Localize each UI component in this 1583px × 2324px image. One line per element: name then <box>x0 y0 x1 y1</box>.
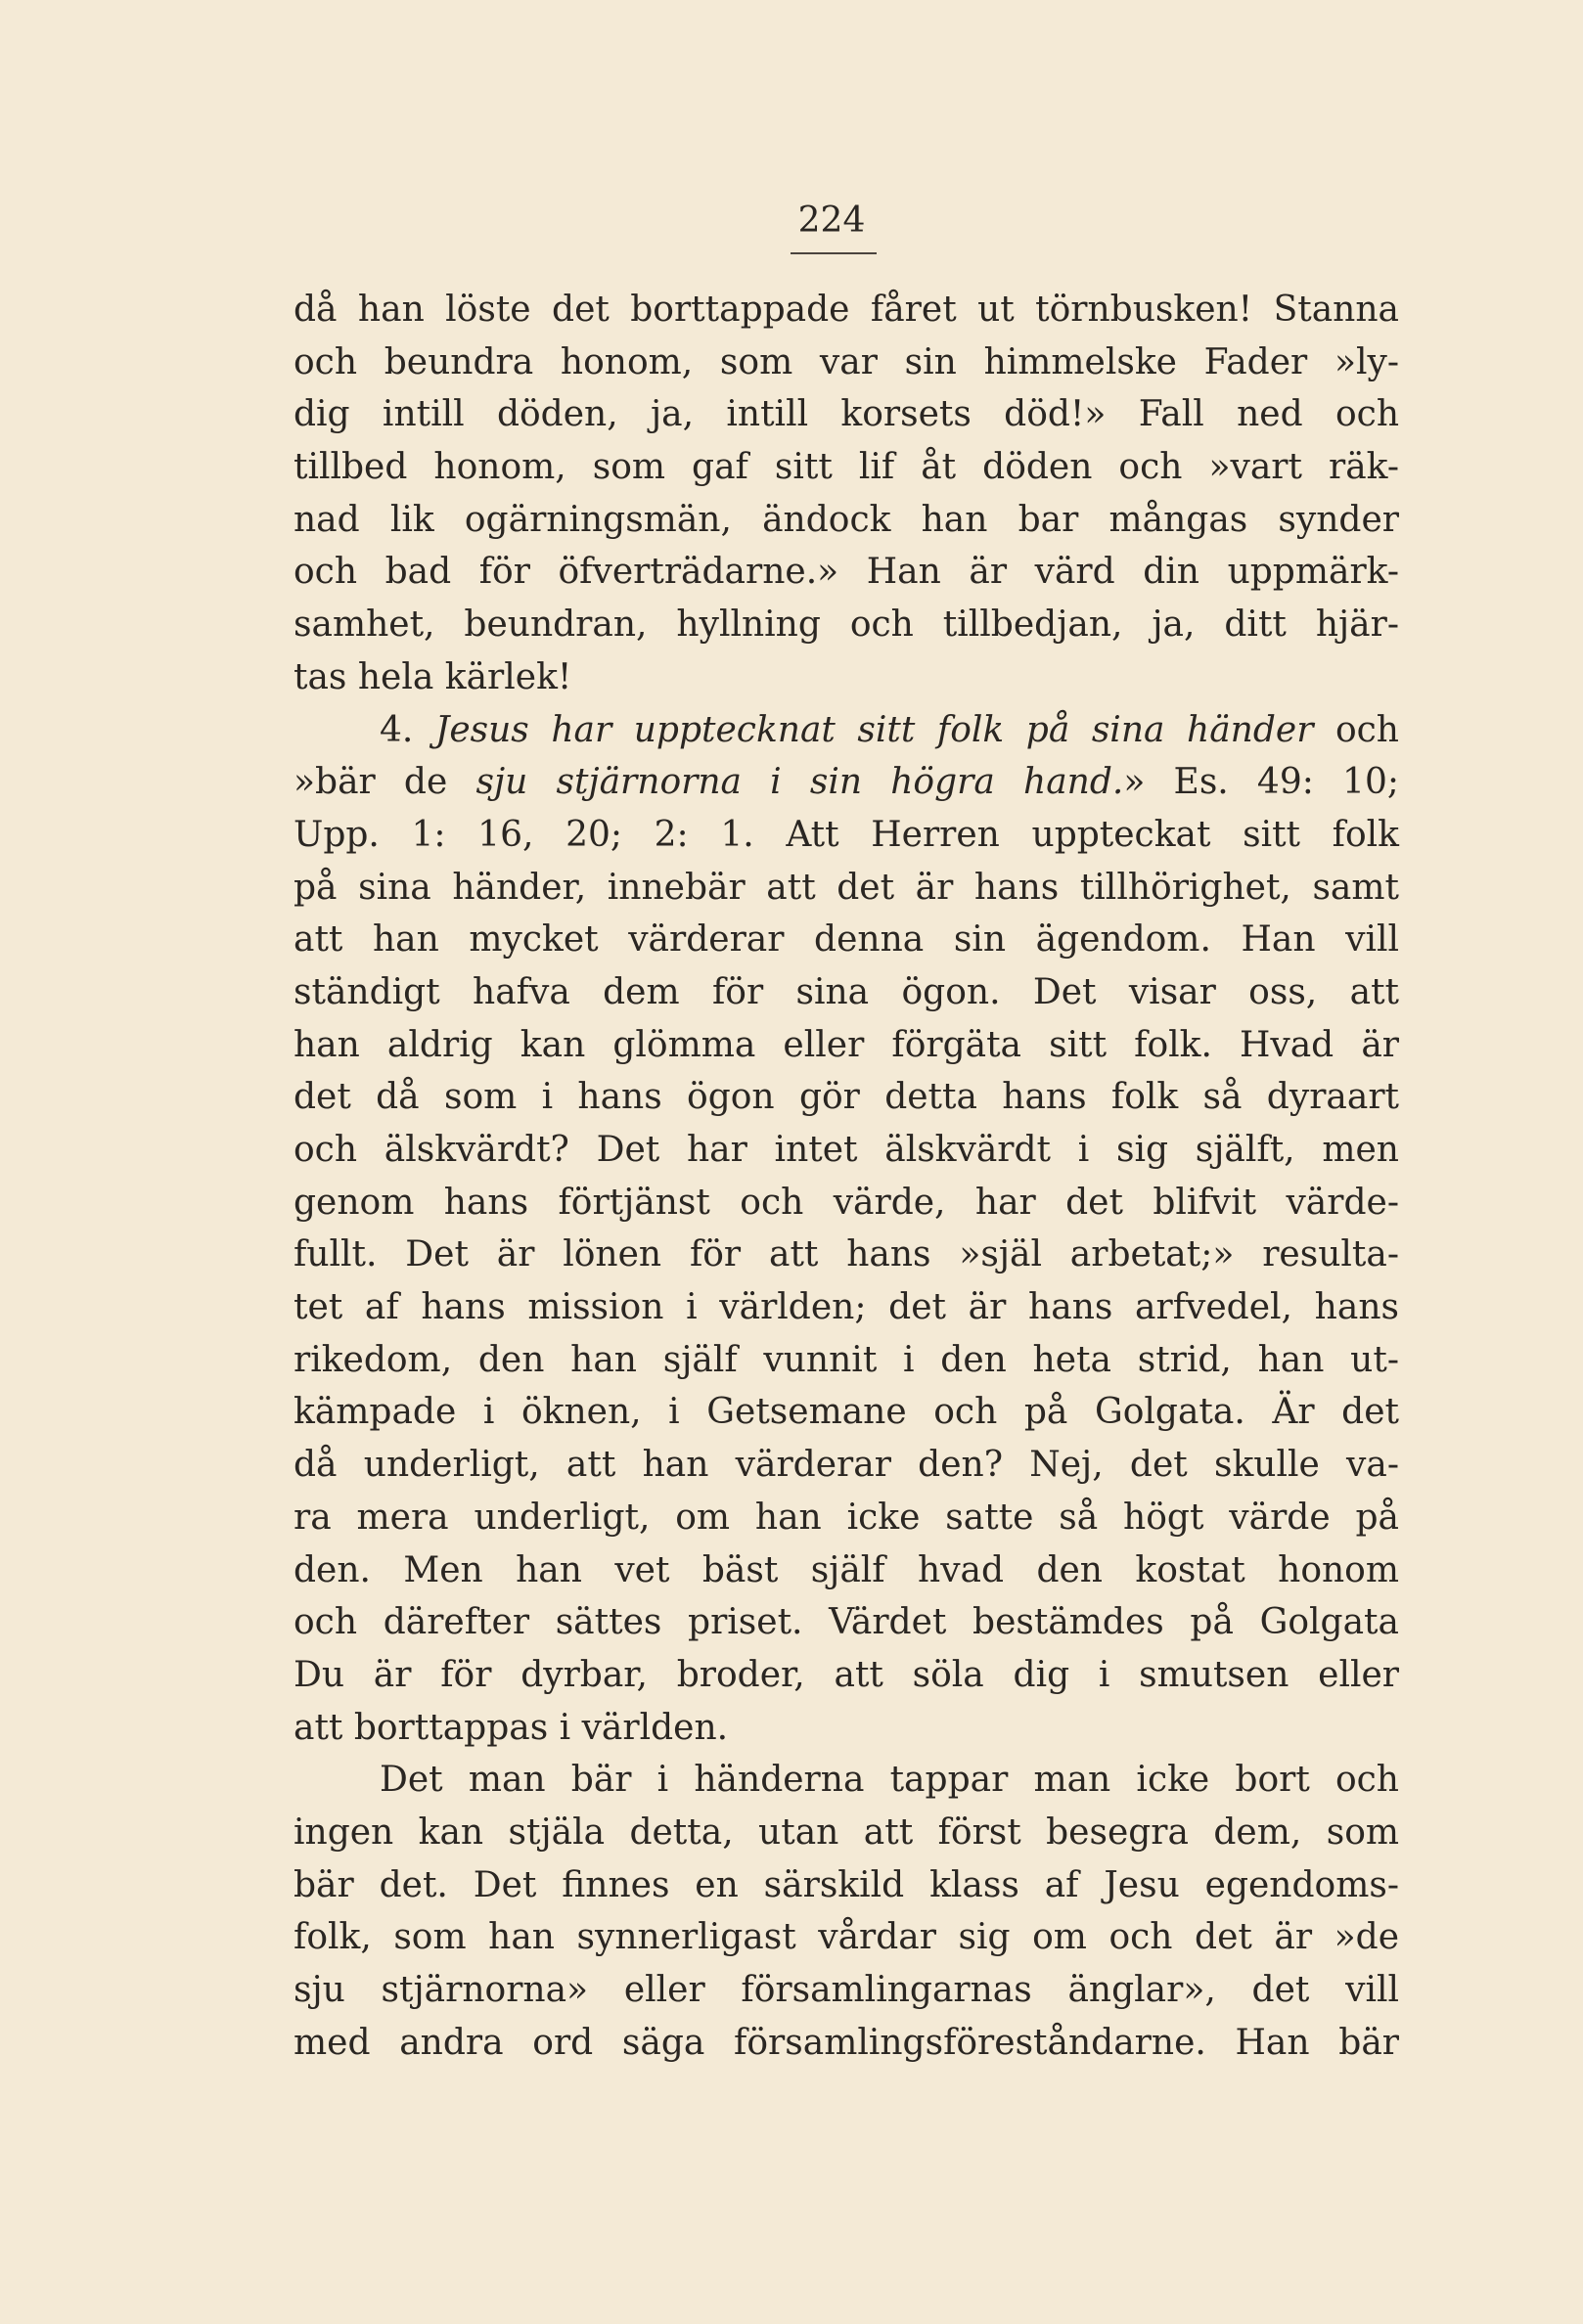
section-number: 4. <box>380 709 435 750</box>
text-line: tet af hans mission i världen; det är hans arfvedel, hans <box>294 1287 1399 1328</box>
body-text <box>294 284 1399 2069</box>
text-line: fullt. Det är lönen för att hans »själ arbetat;» resulta- <box>294 1234 1399 1275</box>
text-line: tillbed honom, som gaf sitt lif åt döden och »vart räk- <box>294 447 1399 488</box>
text-line: och bad för öfverträdarne.» Han är värd din uppmärk- <box>294 552 1399 593</box>
text-line: rikedom, den han själf vunnit i den heta strid, han ut- <box>294 1339 1399 1380</box>
text-line <box>294 756 1399 809</box>
text-line: samhet, beundran, hyllning och tillbedjan, ja, ditt hjär- <box>294 604 1399 646</box>
section-heading: sju stjärnorna i sin högra hand. <box>475 762 1124 803</box>
text-line: tas hela kärlek! <box>294 656 572 697</box>
section-heading: Jesus har upptecknat sitt folk på sina händer <box>434 709 1314 750</box>
text-line: sju stjärnorna» eller församlingarnas änglar», det vill <box>294 1970 1399 2010</box>
text-fragment: » Es. 49: 10; <box>1123 762 1399 803</box>
text-line: och älskvärdt? Det har intet älskvärdt i sig själft, men <box>294 1130 1399 1170</box>
text-line: med andra ord säga församlingsföreståndarne. Han bär <box>294 2022 1399 2063</box>
text-line: att borttappas i världen. <box>294 1707 729 1748</box>
text-line <box>294 704 1399 757</box>
page-number-rule <box>791 252 877 254</box>
text-fragment: »bär de <box>294 762 476 803</box>
text-line: då han löste det borttappade fåret ut törnbusken! Stanna <box>294 290 1399 330</box>
text-line: Upp. 1: 16, 20; 2: 1. Att Herren uppteckat sitt folk <box>294 814 1399 855</box>
text-line: ra mera underligt, om han icke satte så högt värde på <box>294 1497 1399 1538</box>
text-line: Det man bär i händerna tappar man icke bort och <box>380 1760 1399 1801</box>
text-line: och därefter sättes priset. Värdet bestämdes på Golgata <box>294 1602 1399 1643</box>
text-line: ingen kan stjäla detta, utan att först besegra dem, som <box>294 1811 1399 1853</box>
text-line: dig intill döden, ja, intill korsets död!» Fall ned och <box>294 394 1399 435</box>
text-line: nad lik ogärningsmän, ändock han bar mångas synder <box>294 499 1399 540</box>
text-line: Du är för dyrbar, broder, att söla dig i smutsen eller <box>294 1654 1399 1695</box>
text-line: ständigt hafva dem för sina ögon. Det visar oss, att <box>294 971 1399 1012</box>
text-line: på sina händer, innebär att det är hans tillhörighet, samt <box>294 867 1399 908</box>
text-line: då underligt, att han värderar den? Nej, det skulle va- <box>294 1445 1399 1486</box>
text-line: genom hans förtjänst och värde, har det blifvit värde- <box>294 1182 1399 1223</box>
text-line: och beundra honom, som var sin himmelske Fader »ly- <box>294 341 1399 382</box>
text-line: han aldrig kan glömma eller förgäta sitt folk. Hvad är <box>294 1024 1399 1065</box>
text-line: det då som i hans ögon gör detta hans folk så dyraart <box>294 1077 1399 1118</box>
text-line: folk, som han synnerligast vårdar sig om och det är »de <box>294 1917 1399 1958</box>
page-number: 224 <box>797 201 866 241</box>
text-fragment: och <box>1313 709 1399 750</box>
text-line: bär det. Det finnes en särskild klass af Jesu egendoms- <box>294 1864 1399 1905</box>
text-line: kämpade i öknen, i Getsemane och på Golgata. Är det <box>294 1392 1399 1433</box>
text-line: att han mycket värderar denna sin ägendom. Han vill <box>294 919 1399 961</box>
text-line: den. Men han vet bäst själf hvad den kostat honom <box>294 1549 1399 1590</box>
